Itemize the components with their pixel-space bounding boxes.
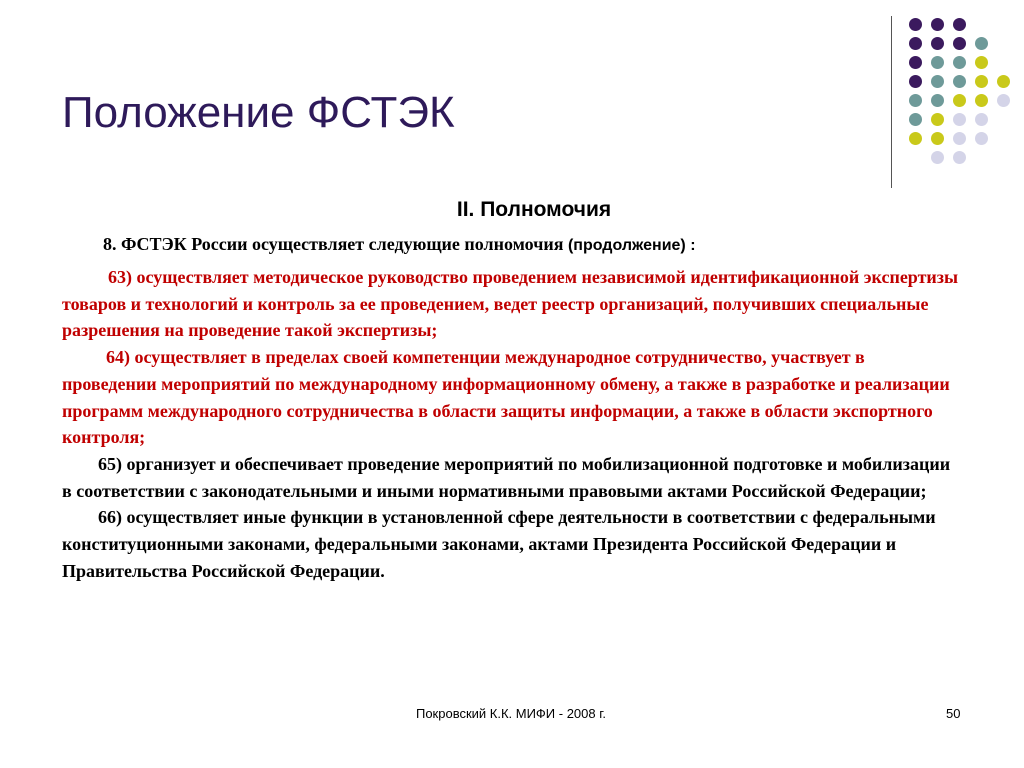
power-item-63-text: 63) осуществляет методическое руководство проведением независимой идентификационной экспертизы товаров и технологий и контроль за ее проведением, ведет реестр организаций, получивших специальные разрешения на проведение такой экспертизы; xyxy=(62,267,959,341)
decorative-dot xyxy=(909,75,922,88)
decorative-dot xyxy=(953,94,966,107)
decorative-dot xyxy=(953,18,966,31)
power-item-66 xyxy=(62,504,962,584)
decorative-dot xyxy=(909,94,922,107)
decorative-dot xyxy=(953,132,966,145)
power-item-65-text: 65) организует и обеспечивает проведение мероприятий по мобилизационной подготовке и мобилизации в соответствии с законодательными и иными нормативными правовыми актами Российской Федерации; xyxy=(62,453,951,501)
decorative-dot xyxy=(953,75,966,88)
decorative-dot xyxy=(975,132,988,145)
intro-main-text: 8. ФСТЭК России осуществляет следующие полномочия xyxy=(103,234,564,254)
decorative-dot xyxy=(909,37,922,50)
decorative-dot xyxy=(931,18,944,31)
decorative-divider-line xyxy=(891,16,892,188)
decorative-dot xyxy=(931,75,944,88)
decorative-dot xyxy=(931,113,944,126)
decorative-dot xyxy=(953,37,966,50)
decorative-dot xyxy=(909,113,922,126)
decorative-dot xyxy=(909,56,922,69)
power-item-65 xyxy=(62,451,962,504)
decorative-dot xyxy=(953,151,966,164)
decorative-dot xyxy=(997,94,1010,107)
powers-list xyxy=(62,264,962,584)
slide-footer: Покровский К.К. МИФИ - 2008 г. xyxy=(415,706,607,721)
decorative-dot xyxy=(975,113,988,126)
decorative-dot xyxy=(997,75,1010,88)
decorative-dot xyxy=(975,75,988,88)
intro-line xyxy=(103,234,696,255)
decorative-dot xyxy=(953,113,966,126)
decorative-dot xyxy=(975,37,988,50)
power-item-63 xyxy=(62,264,962,344)
intro-continuation: (продолжение) xyxy=(567,237,686,254)
slide-title: Положение ФСТЭК xyxy=(62,88,455,137)
intro-colon: : xyxy=(690,237,696,254)
decorative-dot xyxy=(909,132,922,145)
decorative-dot xyxy=(931,151,944,164)
power-item-64 xyxy=(62,344,962,451)
decorative-dot xyxy=(975,94,988,107)
power-item-66-text: 66) осуществляет иные функции в установленной сфере деятельности в соответствии с федеральными конституционными законами, федеральными законами, актами Президента Российской Федерации и Правительства Российской Федерации. xyxy=(62,507,936,581)
decorative-dot xyxy=(931,56,944,69)
decorative-dot xyxy=(931,132,944,145)
section-heading: II. Полномочия xyxy=(456,198,612,221)
decorative-dot xyxy=(975,56,988,69)
decorative-dot xyxy=(909,18,922,31)
page-number: 50 xyxy=(946,706,961,721)
decorative-dot xyxy=(953,56,966,69)
decorative-dot xyxy=(931,94,944,107)
decorative-dot xyxy=(931,37,944,50)
power-item-64-text: 64) осуществляет в пределах своей компетенции международное сотрудничество, участвует в проведении мероприятий по международному информационному обмену, а также в разработке и реализации программ международного сотрудничества в области защиты информации, а также в области экспортного контроля; xyxy=(62,347,950,448)
